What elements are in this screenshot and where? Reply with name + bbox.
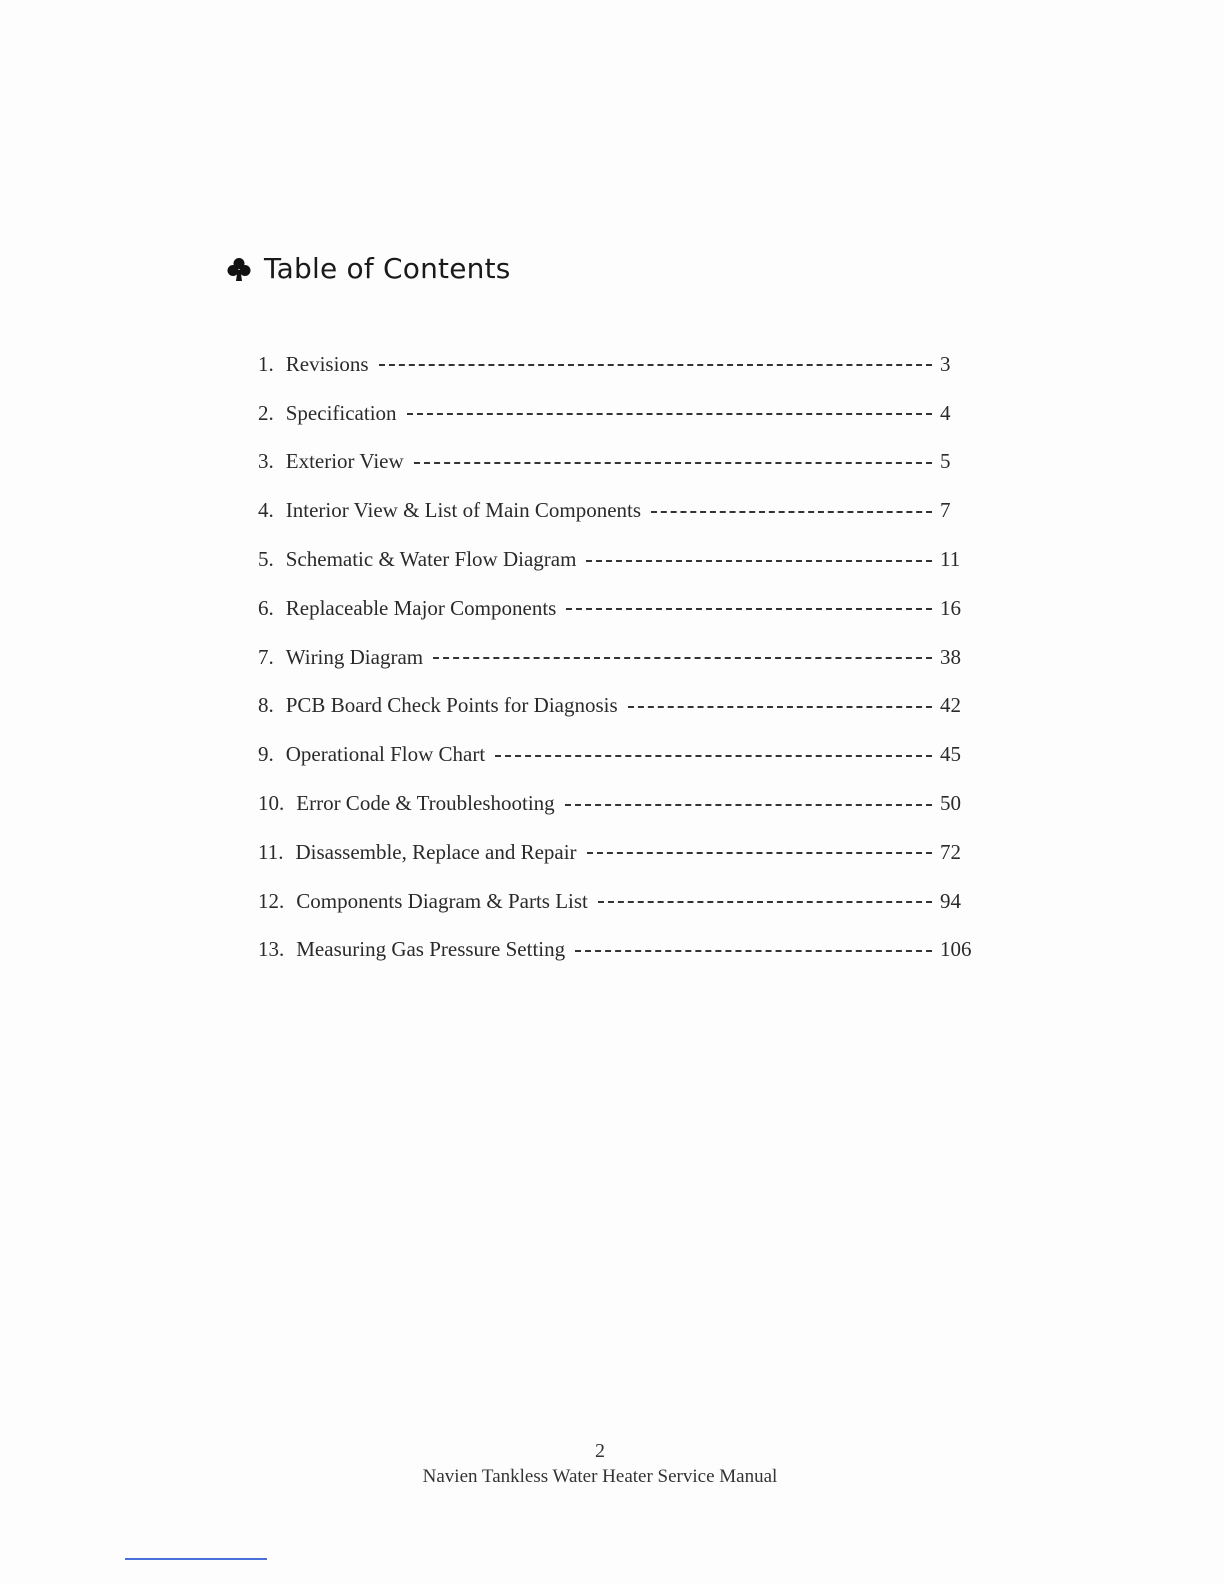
toc-entry[interactable]: [258, 633, 978, 682]
toc-entry-number: 3.: [258, 449, 274, 474]
toc-entry-page: 42: [940, 693, 961, 718]
toc-entry-number: 13.: [258, 937, 285, 962]
toc-entry-number: 5.: [258, 547, 274, 572]
toc-entry-page: 106: [940, 937, 972, 962]
toc-entry-title: Schematic & Water Flow Diagram: [285, 547, 577, 572]
toc-entry-title: Exterior View: [285, 449, 404, 474]
toc-entry-page: 11: [940, 547, 961, 572]
toc-entry[interactable]: [258, 682, 978, 731]
page-title: Table of Contents: [264, 252, 511, 285]
toc-entry-page: 7: [940, 498, 951, 523]
toc-entry-number: 7.: [258, 644, 274, 669]
toc-entry-number: 1.: [258, 351, 274, 376]
club-icon: [226, 256, 252, 282]
toc-entry[interactable]: [258, 389, 978, 438]
toc-entry-page: 45: [940, 742, 961, 767]
toc-leader: [566, 608, 932, 610]
table-of-contents: [258, 340, 978, 974]
toc-entry-title: Interior View & List of Main Components: [285, 498, 642, 523]
toc-leader: [565, 804, 932, 806]
toc-entry-number: 11.: [258, 839, 284, 864]
toc-entry-page: 5: [940, 449, 951, 474]
toc-entry[interactable]: [258, 730, 978, 779]
toc-leader: [575, 950, 932, 952]
toc-entry[interactable]: [258, 340, 978, 389]
toc-entry-number: 4.: [258, 498, 274, 523]
toc-entry-number: 6.: [258, 595, 274, 620]
toc-entry-title: Measuring Gas Pressure Setting: [296, 937, 566, 962]
toc-entry-page: 72: [940, 839, 961, 864]
toc-entry-title: Replaceable Major Components: [285, 595, 557, 620]
toc-leader: [433, 657, 932, 659]
toc-entry[interactable]: [258, 877, 978, 926]
toc-entry[interactable]: [258, 438, 978, 487]
toc-entry[interactable]: [258, 486, 978, 535]
toc-entry-title: Error Code & Troubleshooting: [296, 791, 555, 816]
toc-entry-number: 2.: [258, 400, 274, 425]
toc-entry-page: 38: [940, 644, 961, 669]
footer-manual-title: Navien Tankless Water Heater Service Manual: [422, 1466, 778, 1487]
toc-entry-title: Operational Flow Chart: [285, 742, 486, 767]
toc-entry-page: 3: [940, 351, 951, 376]
toc-leader: [379, 364, 932, 366]
toc-leader: [587, 852, 932, 854]
toc-entry-title: PCB Board Check Points for Diagnosis: [285, 693, 618, 718]
toc-leader: [628, 706, 932, 708]
toc-entry-title: Wiring Diagram: [285, 644, 424, 669]
toc-leader: [598, 901, 932, 903]
toc-entry-title: Specification: [285, 400, 397, 425]
toc-entry[interactable]: [258, 926, 978, 975]
toc-leader: [495, 755, 932, 757]
toc-entry-title: Revisions: [285, 351, 369, 376]
page-heading: [226, 252, 511, 285]
toc-entry-page: 50: [940, 791, 961, 816]
toc-entry-number: 8.: [258, 693, 274, 718]
toc-entry-number: 9.: [258, 742, 274, 767]
toc-entry[interactable]: [258, 779, 978, 828]
toc-leader: [414, 462, 932, 464]
toc-leader: [586, 560, 932, 562]
toc-entry-number: 10.: [258, 791, 285, 816]
toc-entry[interactable]: [258, 584, 978, 633]
toc-leader: [407, 413, 932, 415]
footer-page-number: 2: [595, 1440, 605, 1462]
toc-entry-page: 94: [940, 888, 961, 913]
toc-entry-page: 16: [940, 595, 961, 620]
toc-entry-title: Components Diagram & Parts List: [296, 888, 588, 913]
toc-leader: [651, 511, 932, 513]
toc-entry-number: 12.: [258, 888, 285, 913]
toc-entry[interactable]: [258, 535, 978, 584]
toc-entry[interactable]: [258, 828, 978, 877]
footer-divider: [125, 1558, 267, 1560]
toc-entry-title: Disassemble, Replace and Repair: [295, 839, 577, 864]
toc-entry-page: 4: [940, 400, 951, 425]
